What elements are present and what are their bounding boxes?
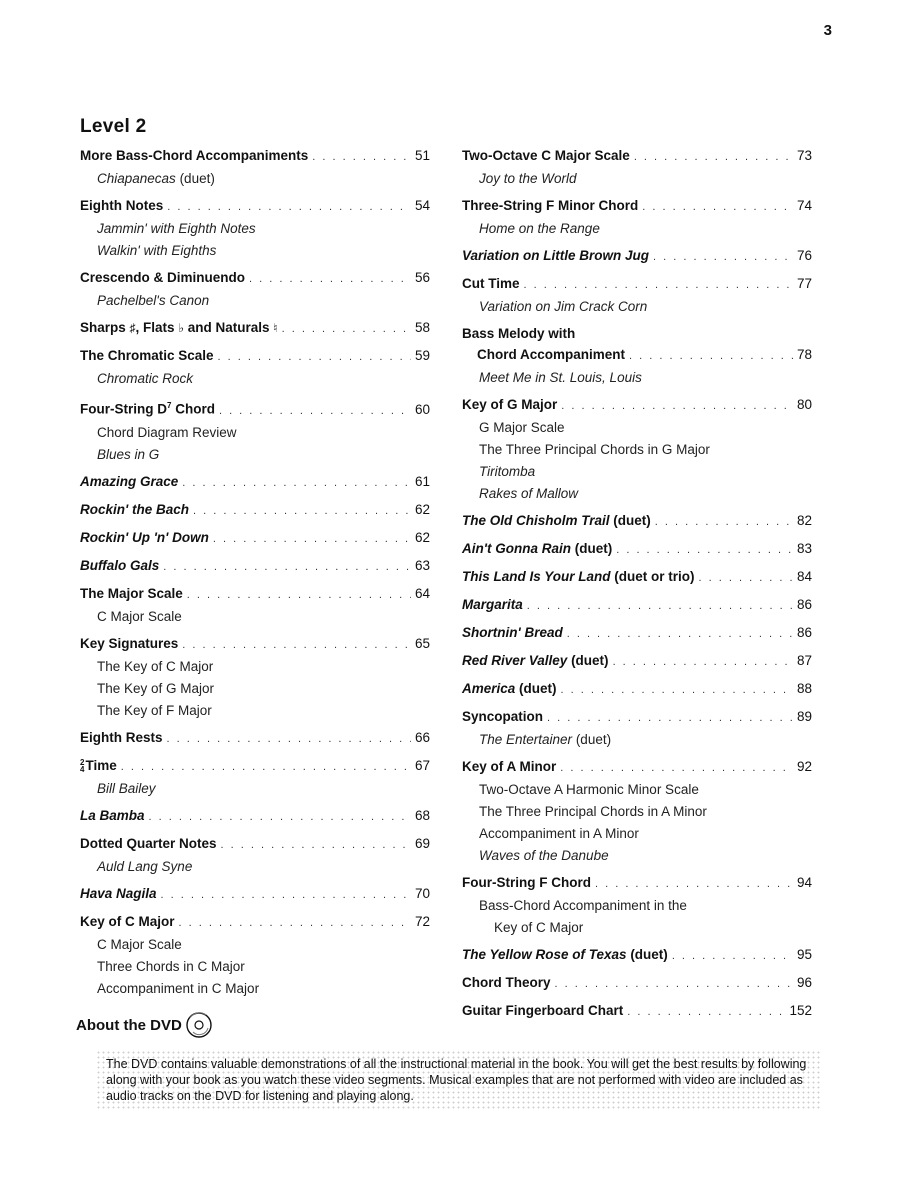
entry-title: Chord Theory xyxy=(462,975,551,990)
entry-title: Eighth Notes xyxy=(80,198,164,213)
toc-entry xyxy=(462,706,812,751)
entry-title: Syncopation xyxy=(462,709,544,724)
entry-page: 88 xyxy=(796,681,812,696)
sub-topic: C Major Scale xyxy=(97,608,182,624)
entry-page: 73 xyxy=(796,148,812,163)
toc-entry xyxy=(80,345,430,390)
entry-page: 65 xyxy=(414,635,430,651)
entry-title: This Land Is Your Land (duet or trio) xyxy=(462,569,695,584)
entry-title: Dotted Quarter Notes xyxy=(80,835,217,851)
entry-page: 77 xyxy=(796,276,812,291)
toc-entry xyxy=(462,145,812,190)
entry-title: Ain't Gonna Rain (duet) xyxy=(462,541,613,556)
song-title: Waves of the Danube xyxy=(479,848,609,863)
entry-title: The Major Scale xyxy=(80,585,183,601)
toc-entry xyxy=(462,195,812,240)
entry-title: Rockin' the Bach xyxy=(80,501,189,517)
toc-entry xyxy=(80,883,430,906)
toc-entry xyxy=(80,499,430,522)
entry-page: 58 xyxy=(414,320,430,335)
entry-title: Cut Time xyxy=(462,276,520,291)
entry-page: 64 xyxy=(414,585,430,601)
entry-page: 61 xyxy=(414,473,430,489)
entry-page: 94 xyxy=(796,875,812,890)
toc-entry xyxy=(462,510,812,533)
toc-entry xyxy=(80,727,430,750)
toc-entry xyxy=(80,145,430,190)
entry-page: 62 xyxy=(414,529,430,545)
song-title: Blues in G xyxy=(97,446,160,462)
entry-page: 80 xyxy=(796,397,812,412)
entry-page: 86 xyxy=(796,625,812,640)
entry-page: 54 xyxy=(414,198,430,213)
song-title: Meet Me in St. Louis, Louis xyxy=(479,370,642,385)
entry-page: 62 xyxy=(414,501,430,517)
toc-entry xyxy=(462,566,812,589)
entry-page: 66 xyxy=(414,729,430,745)
sub-topic: The Key of G Major xyxy=(97,680,215,696)
entry-title: Shortnin' Bread xyxy=(462,625,563,640)
entry-title: Three-String F Minor Chord xyxy=(462,198,639,213)
toc-entry xyxy=(462,678,812,701)
toc-right-column xyxy=(462,145,812,1028)
entry-title: Buffalo Gals xyxy=(80,557,160,573)
sub-topic: Key of C Major xyxy=(494,920,584,935)
toc-entry xyxy=(80,267,430,312)
song-title: Chiapanecas xyxy=(97,171,176,186)
toc-entry xyxy=(462,650,812,673)
toc-entry xyxy=(80,633,430,722)
song-title: Jammin' with Eighth Notes xyxy=(97,221,256,236)
entry-page: 60 xyxy=(414,401,430,417)
song-title: Variation on Jim Crack Corn xyxy=(479,299,648,314)
entry-title: Key Signatures xyxy=(80,635,179,651)
entry-page: 67 xyxy=(414,757,430,773)
entry-page: 56 xyxy=(414,270,430,285)
dvd-disc-icon xyxy=(184,1010,216,1040)
about-dvd-text: The DVD contains valuable demonstrations of all the instructional material in the book. You will get the best results by following along with your book as you watch these video segments. Musical examples that are not performed with video are included as audio tracks on the DVD for listening and playing along. xyxy=(96,1050,820,1110)
entry-page: 89 xyxy=(796,709,812,724)
song-title: Home on the Range xyxy=(479,221,600,236)
flat-symbol-icon: ♭ xyxy=(178,321,184,335)
toc-entry xyxy=(80,755,430,800)
toc-entry xyxy=(462,594,812,617)
sub-topic: Bass-Chord Accompaniment in the xyxy=(479,898,687,913)
entry-title: Bass Melody with xyxy=(462,326,576,341)
entry-page: 95 xyxy=(796,947,812,962)
song-title: The Entertainer xyxy=(479,732,573,747)
entry-page: 82 xyxy=(796,513,812,528)
entry-page: 96 xyxy=(796,975,812,990)
toc-entry xyxy=(462,872,812,939)
entry-page: 74 xyxy=(796,198,812,213)
entry-title: Sharps ♯, Flats ♭ and Naturals ♮ xyxy=(80,320,278,335)
song-title: Joy to the World xyxy=(479,171,577,186)
sub-topic: Accompaniment in C Major xyxy=(97,980,260,996)
toc-entry xyxy=(80,195,430,262)
toc-entry xyxy=(462,622,812,645)
entry-title: Rockin' Up 'n' Down xyxy=(80,529,209,545)
sub-topic: The Key of F Major xyxy=(97,702,212,718)
sub-topic: Chord Diagram Review xyxy=(97,424,237,440)
toc-entry xyxy=(462,245,812,268)
toc-entry xyxy=(80,527,430,550)
superscript: 7 xyxy=(167,401,172,410)
entry-title: Four-String F Chord xyxy=(462,875,591,890)
entry-title: Crescendo & Diminuendo xyxy=(80,270,246,285)
toc-entry xyxy=(80,583,430,628)
song-title: Rakes of Mallow xyxy=(479,486,579,501)
entry-title: Key of G Major xyxy=(462,397,558,412)
entry-page: 78 xyxy=(796,347,812,362)
toc-entry xyxy=(462,972,812,995)
entry-title: Amazing Grace xyxy=(80,473,179,489)
entry-title: Hava Nagila xyxy=(80,885,157,901)
page-number: 3 xyxy=(823,22,832,39)
entry-page: 86 xyxy=(796,597,812,612)
about-dvd-title: About the DVD xyxy=(76,1010,820,1040)
song-suffix: (duet) xyxy=(175,171,215,186)
entry-title: La Bamba xyxy=(80,807,145,823)
entry-page: 63 xyxy=(414,557,430,573)
entry-title: Red River Valley (duet) xyxy=(462,653,609,668)
toc-entry xyxy=(80,555,430,578)
time-signature-icon: 2 4 xyxy=(80,757,85,774)
song-suffix: (duet) xyxy=(572,732,612,747)
entry-title-continued: Chord Accompaniment xyxy=(477,347,626,362)
toc-entry xyxy=(462,756,812,867)
toc-entry xyxy=(80,805,430,828)
sub-topic: Two-Octave A Harmonic Minor Scale xyxy=(479,782,699,797)
entry-page: 68 xyxy=(414,807,430,823)
entry-page: 87 xyxy=(796,653,812,668)
entry-title: Variation on Little Brown Jug xyxy=(462,248,650,263)
toc-entry xyxy=(462,944,812,967)
entry-title: Key of A Minor xyxy=(462,759,557,774)
entry-title: Four-String $D^7$ Chord xyxy=(80,401,215,417)
entry-page: 72 xyxy=(414,913,430,929)
toc-entry xyxy=(462,538,812,561)
about-dvd-section xyxy=(76,1010,820,1110)
song-title: Bill Bailey xyxy=(97,780,156,796)
song-title: Auld Lang Syne xyxy=(97,858,193,874)
entry-page: 59 xyxy=(414,348,430,363)
entry-page: 84 xyxy=(796,569,812,584)
entry-page: 69 xyxy=(414,835,430,851)
toc-entry xyxy=(462,323,812,389)
entry-title: Key of C Major xyxy=(80,913,175,929)
sub-topic: The Three Principal Chords in A Minor xyxy=(479,804,707,819)
toc-entry xyxy=(80,911,430,1000)
entry-page: 51 xyxy=(414,148,430,163)
toc-entry xyxy=(462,273,812,318)
entry-title: Eighth Rests xyxy=(80,729,163,745)
entry-title: Guitar Fingerboard Chart xyxy=(462,1003,624,1018)
song-title: Pachelbel's Canon xyxy=(97,293,210,308)
entry-title: The Old Chisholm Trail (duet) xyxy=(462,513,651,528)
entry-title: America (duet) xyxy=(462,681,557,696)
entry-page: 70 xyxy=(414,885,430,901)
song-title: Walkin' with Eighths xyxy=(97,243,217,258)
entry-page: 76 xyxy=(796,248,812,263)
sub-topic: C Major Scale xyxy=(97,936,182,952)
entry-page: 152 xyxy=(789,1003,812,1018)
toc-entry xyxy=(80,833,430,878)
entry-title: The Yellow Rose of Texas (duet) xyxy=(462,947,668,962)
entry-title: The Chromatic Scale xyxy=(80,348,214,363)
entry-page: 83 xyxy=(796,541,812,556)
entry-title: More Bass-Chord Accompaniments xyxy=(80,148,309,163)
toc-entry xyxy=(80,317,430,340)
sub-topic: Accompaniment in A Minor xyxy=(479,826,639,841)
toc-entry xyxy=(80,395,430,466)
song-title: Chromatic Rock xyxy=(97,371,194,386)
sub-topic: G Major Scale xyxy=(479,420,565,435)
sub-topic: Three Chords in C Major xyxy=(97,958,245,974)
level-title: Level 2 xyxy=(80,116,147,137)
toc-left-column xyxy=(80,145,430,1005)
sub-topic: The Key of C Major xyxy=(97,658,214,674)
entry-page: 92 xyxy=(796,759,812,774)
song-title: Tiritomba xyxy=(479,464,536,479)
sharp-symbol-icon: ♯ xyxy=(129,321,136,335)
entry-title: Margarita xyxy=(462,597,523,612)
natural-symbol-icon: ♮ xyxy=(273,321,278,335)
sub-topic: The Three Principal Chords in G Major xyxy=(479,442,710,457)
entry-title: Two-Octave C Major Scale xyxy=(462,148,630,163)
toc-entry xyxy=(80,471,430,494)
toc-entry xyxy=(462,394,812,505)
entry-title: 2 4 Time xyxy=(80,757,117,774)
